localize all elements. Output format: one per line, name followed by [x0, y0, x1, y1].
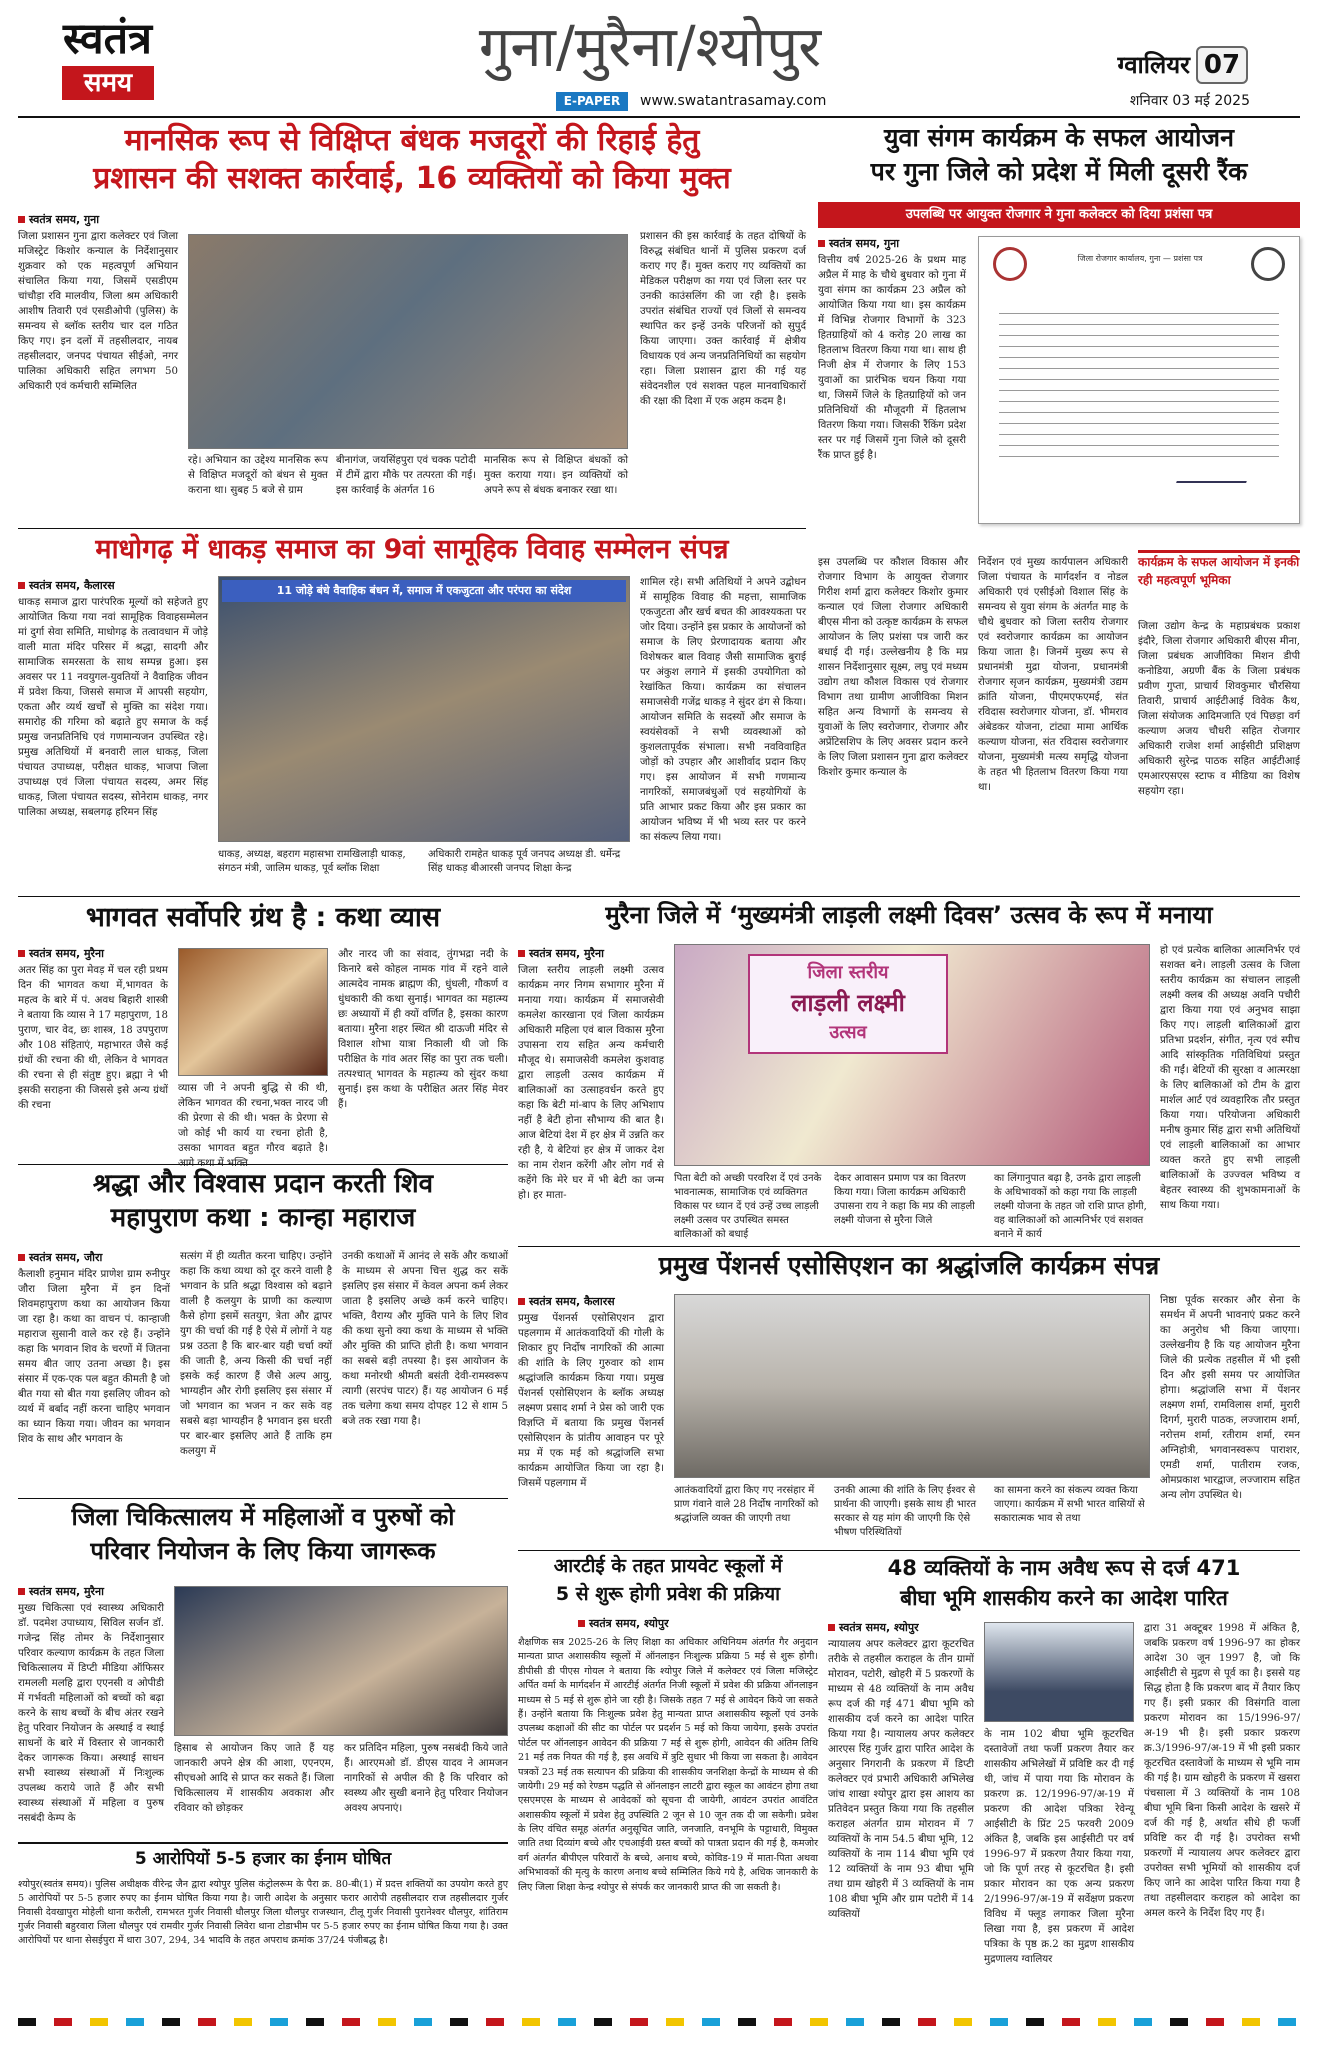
- headline: माधोगढ़ में धाकड़ समाज का 9वां सामूहिक विवाह सम्मेलन संपन्न: [95, 534, 729, 565]
- website-url[interactable]: www.swatantrasamay.com: [640, 93, 827, 109]
- article-column: और नारद जी का संवाद, तुंगभद्रा नदी के किनारे बसे कोहल नामक गांव में रहने वाले आत्मदेव नामक ब्राह्मण की, धुंधली, गौकर्ण व धुंधकारी की कथा सुनाई। भागवत का महात्म्य छः अध्यायों में ही क्यों वर्णित है, इसका कारण बताया। मुरैना शहर स्थित श्री दाऊजी मंदिर से विशाल शोभा यात्रा निकाली थी जो कि परीक्षित के गांव अतर सिंह का पुरा तक चली। तत्पश्चात् भागवत के महात्म्य को सुंदर कथा सुनाई। इस कथा के परीक्षित अतर सिंह मेवर हैं।: [338, 949, 508, 1110]
- byline: स्वतंत्र समय, मुरैना: [18, 1584, 218, 1599]
- article-column: कर प्रतिदिन महिला, पुरुष नसबंदी किये जाते हैं। आरएमओ डॉ. डीएस यादव ने आमजन नागरिकों से अपील की है कि परिवार को स्वस्थ्य और सुखी बनाने हेतु परिवार नियोजन अवश्य अपनाएं।: [344, 1743, 508, 1814]
- article-column: मुख्य चिकित्सा एवं स्वास्थ्य अधिकारी डॉ. पदमेश उपाध्याय, सिविल सर्जन डॉ. गजेन्द्र सिंह तोमर के निर्देशानुसार परिवार कल्याण कार्यक्रम के तहत जिला चिकित्सालय में डिप्टी मीडिया ऑफिसर रामलली मलहि द्वारा एएनसी व ओपीडी में गर्भवती महिलाओं को बच्चों को बढ़ा करने के साथ बच्चों के बीच अंतर रखने हेतु परिवार नियोजन के अस्थाई व स्थाई साधनों के बारे में विस्तार से जानकारी देकर जागरूक किया। अस्थाई साधन सभी स्वास्थ्य संस्थाओं में निःशुल्क उपलब्ध कराये जाते हैं और सभी स्वास्थ्य संस्थाओं में महिला व पुरुष नसबंदी केम्प के: [18, 1603, 164, 1824]
- box-title: 5 आरोपियों 5-5 हजार का ईनाम घोषित: [134, 1849, 392, 1869]
- headline: 48 व्यक्तियों के नाम अवैध रूप से दर्ज 471: [887, 1556, 1241, 1580]
- tribute-gathering-photo: [674, 1294, 1150, 1478]
- photo-banner: 11 जोड़े बंधे वैवाहिक बंधन में, समाज में एकजुटता और परंपरा का संदेश: [222, 580, 626, 602]
- article-column: निर्देशन एवं मुख्य कार्यपालन अधिकारी जिला पंचायत के मार्गदर्शन व नोडल अधिकारी एवं एसीईओ विशाल सिंह के समन्वय से युवा संगम के अंतर्गत माह के चौथे बुधवार को जिला स्तरीय रोजगार एवं स्वरोजगार कार्यक्रम का आयोजन किया जाता है। जिनमें मुख्य रूप से प्रधानमंत्री मुद्रा योजना, प्रधानमंत्री रोजगार सृजन कार्यक्रम, मुख्यमंत्री उद्यम क्रांति योजना, पीएमएफएमई, संत रविदास स्वरोजगार योजना, डॉ. भीमराव अंबेडकर योजना, टांट्या मामा आर्थिक कल्याण योजना, संत रविदास स्वरोजगार योजना, मुख्यमंत्री मत्स्य समृद्धि योजना के तहत भी हितलाभ वितरण किया गया था।: [978, 557, 1128, 793]
- byline: स्वतंत्र समय, मुरैना: [18, 946, 218, 961]
- story-yuva-sangam: [818, 124, 1300, 544]
- headline: मुरैना जिले में ‘मुख्यमंत्री लाड़ली लक्ष्मी दिवस’ उत्सव के रूप में मनाया: [605, 901, 1213, 929]
- byline: स्वतंत्र समय, मुरैना: [518, 946, 718, 961]
- article-column: इस उपलब्धि पर कौशल विकास और रोजगार विभाग के आयुक्त रोजगार गिरीश शर्मा द्वारा कलेक्टर किशोर कुमार कन्याल एवं जिला रोजगार अधिकारी बीएस मीना को उत्कृष्ट कार्यक्रम के सफल आयोजन के लिए प्रशंसा पत्र जारी कर बधाई दी गई। उल्लेखनीय है कि मप्र शासन निर्देशानुसार सूक्ष्म, लघु एवं मध्यम उद्योग तथा कौशल विकास एवं रोजगार विभाग तथा ग्रामीण आजीविका मिशन सहित अन्य विभागों के समन्वय से युवाओं के लिए स्वरोजगार, रोजगार और अप्रेंटिसशिप के लिए अवसर प्रदान करने के लिए जिला प्रशासन गुना द्वारा कलेक्टर किशोर कुमार कन्याल के: [818, 557, 968, 778]
- letter-body-lines: [999, 307, 1279, 457]
- headline-line2: परिवार नियोजन के लिए किया जागरूक: [90, 1537, 436, 1565]
- article-column: हो एवं प्रत्येक बालिका आत्मनिर्भर एवं सशक्त बने। लाड़ली उत्सव के जिला स्तरीय कार्यक्रम का संचालन लाड़ली लक्ष्मी क्लब की अध्यक्ष अवनि पचौरी द्वारा किया गया एवं अनुभव साझा किए गए। लाड़ली बालिकाओं द्वारा प्रतिभा प्रदर्शन, संगीत, नृत्य एवं स्पीच आदि सांस्कृतिक गतिविधियां प्रस्तुत की गईं। बेटियों की सुरक्षा व आत्मरक्षा के लिए बालिकाओं को टीम के द्वारा मार्शल आर्ट एवं व्यवहारिक तौर प्रस्तुत किया गया। परियोजना अधिकारी मनीष कुमार सिंह द्वारा सभी अतिथियों एवं लाड़ली बालिकाओं का आभार व्यक्त करते हुए सभी लाड़ली बालिकाओं के उज्ज्वल भविष्य व बेहतर स्वास्थ्य की शुभकामनाओं के साथ किया गया।: [1160, 945, 1300, 1211]
- article-column: अतर सिंह का पुरा मेवड़ में चल रही प्रथम दिन की भागवत कथा में,भागवत के महत्व के बारे में पं. अवध बिहारी शास्त्री ने बताया कि व्यास ने 17 महापुराण, 18 पुराण, चार वेद, छः शास्त्र, 18 उपपुराण और 108 संहिताएं, महाभारत जैसे कई ग्रंथों की रचना की थी, लेकिन वे भागवत की रचना से ही संतुष्ट हुए। ब्रह्मा ने भी इसकी सराहना की जिससे इसे अन्य ग्रंथों की रचना: [18, 965, 168, 1111]
- article-column: उनकी कथाओं में आनंद ले सकें और कथाओं के माध्यम से अपना चित्त शुद्ध कर सकें इसलिए इस संसार में केवल अपना कर्म लेकर जाता है इसलिए अच्छे कर्म करने चाहिए। भक्ति, वैराग्य और मुक्ति पाने के लिए शिव की कथा सुनो क्या कथा के माध्यम से भक्ति और मुक्ति की प्राप्ति होती है। कथा भगवान का सबसे बड़ी तपस्या है। इस आयोजन के कथा मनोरथी श्रीमती बसंती देवी-रामस्वरूप त्यागी (सरपंच पाटर) हैं। यह आयोजन 6 मई तक चलेगा कथा समय दोपहर 12 से शाम 5 बजे तक रखा गया है।: [342, 1251, 508, 1427]
- city-label: ग्वालियर: [1117, 51, 1190, 79]
- byline: स्वतंत्र समय, श्योपुर: [578, 1616, 818, 1631]
- photo-caption: अधिकारी रामहेत धाकड़ पूर्व जनपद अध्यक्ष डी. धर्मेन्द्र सिंह धाकड़ बीआरसी जनपद शिक्षा केन्द्र: [428, 849, 621, 874]
- byline: स्वतंत्र समय, जौरा: [18, 1250, 218, 1265]
- article-column: धाकड़ समाज द्वारा पारंपरिक मूल्यों को सहेजते हुए आयोजित किया गया नवां सामूहिक विवाहसम्मेलन मां दुर्गा सेवा समिति, माधोगढ़ के तत्वावधान में जोड़े वाली माता मंदिर परिसर में श्रद्धा, सादगी और सामाजिक समरसता के साथ सम्पन्न हुआ। इस अवसर पर 11 नवयुगल-युवतियों ने वैवाहिक जीवन में प्रवेश किया, जिससे समाज में आपसी सहयोग, एकता और व्यर्थ खर्चों से मुक्ति का संदेश गया। समारोह की गरिमा को बढ़ाते हुए समाज के कई प्रमुख जनप्रतिनिधि एवं गणमान्यजन उपस्थित रहे। प्रमुख अतिथियों में बनवारी लाल धाकड़, जिला पंचायत उपाध्यक्ष, परीक्षत धाकड़, भाजपा जिला उपाध्यक्ष एवं जिला पंचायत सदस्य, अमर सिंह धाकड़, जिला पंचायत सदस्य, सोनेराम धाकड़, नगर पालिका अध्यक्ष, सबलगढ़ हरिमन सिंह: [18, 597, 208, 818]
- masthead-divider: [18, 116, 1300, 118]
- section-divider: [18, 528, 806, 529]
- article-column: शैक्षणिक सत्र 2025-26 के लिए शिक्षा का अधिकार अधिनियम अंतर्गत गैर अनुदान मान्यता प्राप्त अशासकीय स्कूलों में ऑनलाइन निःशुल्क प्रक्रिया 5 मई से शुरू होगी। डीपीसी डी पीएस गोयल ने बताया कि श्योपुर जिले में कलेक्टर एवं जिला मजिस्ट्रेट अर्पित वर्मा के मार्गदर्शन में आरटीई अंतर्गत निजी स्कूलों में प्रवेश की प्रक्रिया ऑनलाइन माध्यम से 5 मई से शुरू होने जा रही है। जिसके तहत 7 मई से आवेदन किये जा सकते हैं। उन्होंने बताया कि निःशुल्क प्रवेश हेतु मान्यता प्राप्त अशासकीय स्कूलों एवं उनके उपलब्ध कक्षाओं की सीट का पोर्टल पर प्रदर्शन 5 मई को किया जायेगा, इसके उपरांत पोर्टल पर ऑनलाइन आवेदन की प्रक्रिया 7 मई से शुरू होगी, आवेदन की अंतिम तिथि 21 मई तक नियत की गई है, इस अवधि में त्रुटि सुधार भी किया जा सकता है। आवेदन पत्रकों 23 मई तक सत्यापन की प्रक्रिया की शासकीय जनशिक्षा केन्द्रों के माध्यम से की जायेगी। 29 मई को रेण्डम पद्धति से ऑनलाइन लाटरी द्वारा स्कूल का आवंटन होगा तथा एसएमएस के माध्यम से आवेदकों को सूचना दी जायेगी, आवंटन उपरांत आवंटित अशासकीय स्कूलों में प्रवेश हेतु उपस्थिति 2 जून से 10 जून तक दी जा सकेगी। प्रवेश के लिए वंचित समूह अंतर्गत अनुसूचित जाति, जनजाति, वनभूमि के पट्टाधारी, विमुक्त जाति तथा दिव्यांग बच्चे और एचआईवी ग्रस्त बच्चों को पात्रता प्रदान की गई है, कमजोर वर्ग अंतर्गत बीपीएल परिवारों के बच्चे, अनाथ बच्चे, कोविड-19 में माता-पिता अथवा अभिभावकों की मृत्यु के कारण अनाथ बच्चे सम्मिलित किये गये है, अधिक जानकारी के लिए जिला शिक्षा केन्द्र श्योपुर से संपर्क कर जानकारी प्राप्त की जा सकती है।: [518, 1637, 819, 1893]
- story-bhagwat-katha: [18, 902, 508, 1164]
- headline: श्रद्धा और विश्वास प्रदान करती शिव: [92, 1169, 434, 1199]
- section-divider: [518, 1550, 1300, 1551]
- photo-caption: धाकड़, अध्यक्ष, बहराग महासभा रामखिलाड़ी धाकड़, संगठन मंत्री, जालिम धाकड़, पूर्व ब्लॉक शिक्षा: [218, 849, 406, 874]
- banner-line2: लाड़ली लक्ष्मी: [791, 989, 905, 1017]
- story-land-order: [828, 1556, 1300, 1996]
- section-divider: [18, 1164, 508, 1165]
- headline-line2: बीघा भूमि शासकीय करने का आदेश पारित: [900, 1586, 1228, 1610]
- headline: प्रमुख पेंशनर्स एसोसिएशन का श्रद्धांजलि कार्यक्रम संपन्न: [658, 1251, 1160, 1280]
- byline: स्वतंत्र समय, गुना: [18, 212, 218, 227]
- signature-mark: [1176, 467, 1252, 483]
- headline: जिला चिकित्सालय में महिलाओं व पुरुषों को: [71, 1503, 455, 1531]
- story-family-planning: [18, 1504, 508, 1838]
- headline: युवा संगम कार्यक्रम के सफल आयोजन: [884, 123, 1234, 152]
- appreciation-letter: [978, 236, 1300, 524]
- story-bonded-labour: [18, 124, 806, 524]
- article-column: प्रमुख पेंशनर्स एसोसिएशन द्वारा पहलगाम में आतंकवादियों की गोली के शिकार हुए निर्दोष नागरिकों की आत्मा की शांति के लिए गुरुवार को शाम श्रद्धांजलि कार्यक्रम किया गया। प्रमुख पेंशनर्स एसोसिएशन के ब्लॉक अध्यक्ष लक्ष्मण प्रसाद शर्मा ने प्रेस को जारी एक विज्ञप्ति में बताया कि प्रमुख पेंशनर्स एसोसिएशन के प्रांतीय आवाहन पर पूरे मप्र में एक मई को श्रद्धांजलि सभा कार्यक्रम आयोजित किया जा रहा है। जिसमें पहलगाम में: [518, 1313, 664, 1489]
- logo-line2: समय: [62, 66, 154, 100]
- article-column: जिला स्तरीय लाड़ली लक्ष्मी उत्सव कार्यक्रम नगर निगम सभागार मुरैना में मनाया गया। कार्यक्रम में समाजसेवी कमलेश कारखाना एवं जिला कार्यक्रम अधिकारी महिला एवं बाल विकास मुरैना उपासना राय सहित अन्य कर्मचारी मौजूद थे। समाजसेवी कमलेश कुशवाह द्वारा लाड़ली उत्सव कार्यक्रम में बालिकाओं का उत्साहवर्धन करते हुए कहा कि बेटी मां-बाप के लिए अभिशाप नहीं है बेटी होना सौभाग्य की बात है। आज बेटियां देश में हर क्षेत्र में उन्नति कर रही है, ये बेटियां हर क्षेत्र में जाकर देश का नाम रोशन करेंगी और लोग गर्व से कहेंगे कि मेरे घर में भी बेटी का जन्म हो। हर माता-: [518, 965, 664, 1201]
- headline-line2: महापुराण कथा : कान्हा महाराज: [110, 1203, 416, 1233]
- photo-caption: पिता बेटी को अच्छी परवरिश दें एवं उनके भावनात्मक, सामाजिक एवं व्यक्तिगत विकास पर ध्यान दें एवं उन्हें उच्च लाड़ली लक्ष्मी उत्सव पर उपस्थित समस्त बालिकाओं को बधाई: [674, 1173, 822, 1240]
- article-column: सत्संग में ही व्यतीत करना चाहिए। उन्होंने कहा कि कथा व्यथा को दूर करने वाली है भगवान के प्रति श्रद्धा विश्वास को बढ़ाने वाली है कलयुग के प्राणी का कल्याण कैसे होगा इसमें सतयुग, त्रेता और द्वापर युग की चर्चा की गई है ऐसे में लोगों ने यह प्रश्न उठता है कि बार-बार यही चर्चा क्यों की जाती है, अन्य किसी की चर्चा नहीं इसके कई कारण हैं जैसे अल्प आयु, भाग्यहीन और रोगी इसलिए इस संसार में जो भगवान का भजन न कर सके वह सबसे बड़ा भाग्यहीन है भगवान इस धरती पर बार-बार इसलिए आते हैं ताकि हम कलयुग में: [180, 1251, 332, 1457]
- issue-date: शनिवार 03 मई 2025: [1129, 93, 1250, 109]
- print-color-strip: [18, 2018, 1300, 2026]
- reward-announcement-box: [18, 1842, 508, 1994]
- section-divider: [18, 896, 1300, 897]
- article-column: हिसाब से आयोजन किए जाते हैं यह जानकारी अपने क्षेत्र की आशा, एएनएम, सीएचओ आदि से प्राप्त कर सकते हैं। जिला चिकित्सालय में शासकीय अवकाश और रविवार को छोड़कर: [174, 1743, 334, 1814]
- article-column: व्यास जी ने अपनी बुद्धि से की थी, लेकिन भागवत की रचना,भक्त नारद जी की प्रेरणा से की थी। भक्त के प्रेरणा से जो कोई भी कार्य या रचना होती है, उसका भागवत बहुत गौरव बढ़ाते है।: [178, 1083, 328, 1154]
- headline-line2: 5 से शुरू होगी प्रवेश की प्रक्रिया: [555, 1583, 781, 1605]
- mass-wedding-photo: [218, 576, 630, 842]
- article-column: प्रशासन की इस कार्रवाई के तहत दोषियों के विरुद्ध संबंधित थानों में पुलिस प्रकरण दर्ज कराए गए हैं। मुक्त कराए गए व्यक्तियों का मेडिकल परीक्षण का गया एवं जिला स्तर पर उनकी काउंसलिंग की जा रही है। इसके उपरांत संबंधित राज्यों एवं जिलों से समन्वय स्थापित कर इन्हें उनके परिजनों को सुपुर्द किया जाएगा। उक्त कार्रवाई में क्षेत्रीय विधायक एवं अन्य जनप्रतिनिधियों का सहयोग रहा। जिला प्रशासन द्वारा की गई यह संवेदनशील एवं सशक्त पहल मानवाधिकारों की रक्षा की दिशा में एक अहम कदम है।: [640, 231, 806, 407]
- letter-heading: जिला रोजगार कार्यालय, गुना — प्रशंसा पत्र: [1077, 254, 1203, 263]
- district-hospital-photo: [174, 1586, 508, 1736]
- edition-title: गुना/मुरैना/श्योपुर: [478, 15, 822, 80]
- headline-line2: पर गुना जिले को प्रदेश में मिली दूसरी रैंक: [870, 157, 1248, 186]
- emblem-icon: [1251, 247, 1285, 281]
- photo-caption: का लिंगानुपात बढ़ा है, उनके द्वारा लाड़ली के अधिभावकों को कहा गया कि लाड़ली लक्ष्मी योजना के तहत जो राशि प्राप्त होगी, वह बालिकाओं को आत्मनिर्भर एवं सशक्त बनाने में कार्य: [994, 1173, 1147, 1240]
- epaper-badge: E-PAPER: [556, 92, 628, 111]
- article-column: मानसिक रूप से विक्षिप्त बंधकों को मुक्त कराया गया। इन व्यक्तियों को अपने रूप से बंधक बनाकर रखा था।: [484, 455, 628, 496]
- headline: आरटीई के तहत प्रायवेट स्कूलों में: [553, 1555, 783, 1577]
- byline: स्वतंत्र समय, कैलारस: [518, 1294, 718, 1309]
- article-column: न्यायालय अपर कलेक्टर द्वारा कूटरचित तरीके से तहसील कराहल के तीन ग्रामों मोरावन, पटोरी, खोहरी में 5 प्रकरणों के माध्यम से 48 व्यक्तियों के नाम अवैध रूप दर्ज की गई 471 बीघा भूमि को शासकीय दर्ज करने का आदेश पारित किया गया है। न्यायालय अपर कलेक्टर आरएस रिंह गुर्जर द्वारा पारित आदेश के अनुसार निगरानी के प्रकरण में डिप्टी कलेक्टर एवं प्रभारी अधिकारी अभिलेख जांच शाखा श्योपुर द्वारा इस आशय का प्रतिवेदन प्रस्तुत किया गया कि तहसील कराहल अंतर्गत ग्राम मोरावन में 7 व्यक्तियों के नाम 54.5 बीघा भूमि, 12 व्यक्तियों के नाम 114 बीघा भूमि एवं 12 व्यक्तियों के नाम 93 बीघा भूमि तथा ग्राम खोहरी में 3 व्यक्तियों के नाम 108 बीघा भूमि और ग्राम पटोरी में 14 व्यक्तियों: [828, 1639, 974, 1920]
- rescued-labourers-photo: [188, 234, 628, 449]
- section-divider: [18, 1498, 508, 1499]
- banner-line1: जिला स्तरीय: [807, 962, 889, 983]
- story-pensioners-tribute: [518, 1252, 1300, 1552]
- masthead: [0, 0, 1318, 118]
- photo-caption: देकर आवासन प्रमाण पत्र का वितरण किया गया। जिला कार्यक्रम अधिकारी उपासना राय ने कहा कि मप्र की लाड़ली लक्ष्मी योजना से मुरैना जिले: [834, 1173, 975, 1226]
- sidebar-box-title: कार्यक्रम के सफल आयोजन में इनकी रही महत्वपूर्ण भूमिका: [1138, 550, 1300, 614]
- headline: मानसिक रूप से विक्षिप्त बंधक मजदूरों की रिहाई हेतु: [124, 123, 700, 158]
- story-dhakad-wedding: [18, 534, 806, 904]
- byline: स्वतंत्र समय, गुना: [818, 236, 1018, 251]
- headline-line2: प्रशासन की सशक्त कार्रवाई, 16 व्यक्तियों को किया मुक्त: [93, 161, 731, 196]
- story-shiv-mahapuran: [18, 1170, 508, 1496]
- newspaper-logo: [40, 16, 175, 108]
- story-ladli-laxmi: [518, 902, 1300, 1240]
- event-banner: [748, 954, 948, 1054]
- photo-caption: का सामना करने का संकल्प व्यक्त किया जाएगा। कार्यक्रम में सभी भारत वासियों से सकारात्मक भाव से तथा: [994, 1485, 1145, 1524]
- officer-portrait-photo: [984, 1622, 1134, 1722]
- katha-vyas-photo: [178, 948, 328, 1076]
- article-column: के नाम 102 बीघा भूमि कूटरचित दस्तावेजों तथा फर्जी प्रकरण तैयार कर शासकीय अभिलेखों में प्रविष्टि कर दी गई थी, जांच में पाया गया कि मोरावन के प्रकरण क्र. 12/1996-97/अ-19 में प्रकरण की आदेश पत्रिका रेवेन्यू आईसीटी के प्रिंट 25 फरवरी 2009 अंकित है, जबकि इस आईसीटी पर वर्ष 1996-97 में प्रकरण तैयार किया गया, जो कि पूर्ण तरह से कूटरचित है। इसी प्रकार मोरावन का एक अन्य प्रकरण 2/1996-97/अ-19 में सर्वेक्षण प्रकरण विविध में फ्लूड लगाकर जिला मुरैना लिखा गया है, इस प्रकरण में आदेश पत्रिका के पृष्ठ क्र.2 का मुद्रण शासकीय मुद्रणालय ग्वालियर: [984, 1729, 1134, 1965]
- banner-line3: उत्सव: [829, 1022, 867, 1043]
- article-column: द्वारा 31 अक्टूबर 1998 में अंकित है, जबकि प्रकरण वर्ष 1996-97 का होकर आदेश 30 जून 1997 है, जो कि आईसीटी से मुद्रण से पूर्व का है। इससे यह सिद्ध होता है कि प्रकरण बाद में तैयार किए गए हैं। इसी प्रकार की विसंगति वाला प्रकरण मोरावन का 15/1996-97/अ-19 भी है। इसी प्रकार प्रकरण क्र.3/1996-97/अ-19 में भी इसी प्रकार कूटरचित दस्तावेजों के माध्यम से भूमि नाम की गई है। ग्राम खोहरी के प्रकरण में खसरा पंचसाला में 3 व्यक्तियों के नाम 108 बीघा भूमि बिना किसी आदेश के खसरे में दर्ज की गई है, अर्थात सीधे ही फर्जी प्रविष्टि कर दी गई है। उपरोक्त सभी प्रकरणों में न्यायालय अपर कलेक्टर द्वारा उपरोक्त सभी भूमियों को शासकीय दर्ज किए जाने का आदेश पारित किया गया है तथा तहसीलदार कराहल को आदेश का अमल करने के निर्देश दिए गए हैं।: [1144, 1623, 1300, 1919]
- byline: स्वतंत्र समय, कैलारस: [18, 578, 218, 593]
- article-column: जिला प्रशासन गुना द्वारा कलेक्टर एवं जिला मजिस्ट्रेट किशोर कन्याल के निर्देशानुसार शुक्रवार को एक महत्वपूर्ण अभियान संचालित किया गया, जिसमें एसडीएम चांचौड़ा रवि मालवीय, जिला श्रम अधिकारी आशीष तिवारी एवं एसडीओपी (पुलिस) के समन्वय से ब्लॉक स्तरीय चार दल गठित किए गए। इन दलों में तहसीलदार, नायब तहसीलदार, जनपद पंचायत सीईओ, नगर पालिका अधिकारी सहित लगभग 50 अधिकारी एवं कर्मचारी सम्मिलित: [18, 231, 178, 392]
- story-rte-admission: [518, 1556, 818, 1996]
- article-column: बीनागंज, जयसिंहपुरा एवं चक्क पटोदी में टीमें द्वारा मौके पर तत्परता की गई। इस कार्रवाई के अंतर्गत 16: [336, 455, 476, 496]
- article-column: वित्तीय वर्ष 2025-26 के प्रथम माह अप्रैल में माह के चौथे बुधवार को गुना में युवा संगम का कार्यक्रम 23 अप्रैल को आयोजित किया गया था। इस कार्यक्रम में विभिन्न रोजगार विभागों के 323 हितग्राहियों को 4 करोड़ 20 लाख का हितलाभ वितरण किया गया था। साथ ही निजी क्षेत्र में रोजगार के लिए 153 युवाओं का प्रारंभिक चयन किया गया था, जिसमें जिले के हितग्राहियों को जन प्रतिनिधियों की मौजूदगी में हितलाभ वितरण किया गया। जिसकी रैंकिंग प्रदेश स्तर पर गई जिसमें गुना जिले को दूसरी रैंक प्राप्त हुई है।: [818, 255, 966, 461]
- article-column: कैलाशी हनुमान मंदिर प्राणेश ग्राम रुनीपुर जौरा जिला मुरैना में इन दिनों शिवमहापुराण कथा का आयोजन किया जा रहा है। कथा का वाचन पं. कान्हाजी महाराज सुसानी वाले कर रहे हैं। उन्होंने कहा कि भगवान शिव के चरणों में जितना समय बीत जाए उतना अच्छा है। इस संसार में एक-एक पल बहुत कीमती है जो बीत गया सो बीत गया इसलिए जीवन को व्यर्थ में बर्बाद नहीं करना चाहिए भगवान का ध्यान किया गया। जीवन का भगवान शिव के साथ और भगवान के: [18, 1269, 170, 1445]
- section-divider: [518, 1246, 1300, 1247]
- article-column: जिला उद्योग केन्द्र के महाप्रबंधक प्रकाश इंदौरे, जिला रोजगार अधिकारी बीएस मीना, जिला प्रबंधक आजीविका मिशन डीपी कनोडिया, अग्रणी बैंक के जिला प्रबंधक प्रवीण गुप्ता, प्राचार्य शिवकुमार चौरसिया तिवारी, प्राचार्य आईटीआई विवेक कैथ, जिला संयोजक आदिमजाति एवं पिछड़ा वर्ग कल्याण अजय चौधरी सहित रोजगार अधिकारी राजेश शर्मा आईसीटी प्रशिक्षण अधिकारी सुरेन्द्र पाठक सहित आईटीआई एमआरएसएस स्टाफ व मीडिया का विशेष सहयोग रहा।: [1138, 621, 1300, 797]
- page-number: 07: [1196, 46, 1248, 84]
- subheadline: उपलब्धि पर आयुक्त रोजगार ने गुना कलेक्टर को दिया प्रशंसा पत्र: [818, 202, 1300, 228]
- article-column: निष्ठा पूर्वक सरकार और सेना के समर्थन में अपनी भावनाएं प्रकट करने का अनुरोध भी किया जाएगा। उल्लेखनीय है कि यह आयोजन मुरैना जिले की प्रत्येक तहसील में भी इसी दिन और इसी समय पर आयोजित होगा। श्रद्धांजलि सभा में पेंशनर लक्ष्मण शर्मा, रामविलास शर्मा, मुरारी दिगर्ग, मुरारी पाठक, लज्जाराम शर्मा, नरोत्तम शर्मा, रतीराम शर्मा, रमन अग्निहोत्री, भगवानस्वरूप पाराशर, एमडी शर्मा, पातीराम रजक, ओमप्रकाश भारद्वाज, लज्जाराम सहित अन्य लोग उपस्थित थे।: [1160, 1295, 1300, 1501]
- article-column: शामिल रहे। सभी अतिथियों ने अपने उद्बोधन में सामूहिक विवाह की महत्ता, सामाजिक एकजुटता और खर्च बचत की आवश्यकता पर जोर दिया। उन्होंने इस प्रकार के आयोजनों को समाज के लिए प्रेरणादायक बताया और विशेषकर बाल विवाह जैसी सामाजिक बुराई पर अंकुश लगाने में इसकी उपयोगिता को रेखांकित किया। कार्यक्रम का संचालन समाजसेवी गजेंद्र धाकड़ ने सुंदर ढंग से किया। आयोजन समिति के सदस्यों और समाज के स्वयंसेवकों ने सभी व्यवस्थाओं को कुशलतापूर्वक संभाला। सभी नवविवाहित जोड़ों को उपहार और आशीर्वाद प्रदान किए गए। इस आयोजन में सभी गणमान्य नागरिकों, समाजबंधुओं एवं सहयोगियों के प्रति आभार प्रकट किया और इस प्रकार का आयोजन भविष्य में भी भव्य स्तर पर करने का संकल्प लिया गया।: [640, 577, 806, 843]
- box-text: श्योपुर(स्वतंत्र समय)। पुलिस अधीक्षक वीरेन्द्र जैन द्वारा श्योपुर पुलिस कंट्रोलरूम के पैरा क्र. 80-बी(1) में प्रदत्त शक्तियों का उपयोग करते हुए 5 आरोपियों पर 5-5 हजार रुपए का ईनाम घोषित किया गया है। जारी आदेश के अनुसार फरार आरोपी तहसीलदार राज तहसीलदार गुर्जर निवासी देवखापुरा मोहेली थाना करौली, रामभरत गुर्जर निवासी धौलपुर जिला धौलपुर राजस्थान, टीलू गुर्जर निवासी पुरानेश्वर धौलपुर, शांतिराम गुर्जर निवासी बहुरवारा जिला धौलपुर एवं रामवीर गुर्जर निवासी लिवेरा थाना टोडाभीम पर 5-5 हजार रुपए का ईनाम घोषित किया गया है। उक्त आरोपियों पर थाना सेसईपुरा में धारा 307, 294, 34 भादवि के तहत अपराध क्रमांक 37/24 पंजीबद्ध है।: [18, 1879, 508, 1946]
- article-column: रहे। अभियान का उद्देश्य मानसिक रूप से विक्षिप्त मजदूरों को बंधन से मुक्त कराना था। सुबह 5 बजे से ग्राम: [188, 455, 328, 496]
- headline: भागवत सर्वोपरि ग्रंथ है : कथा व्यास: [85, 902, 441, 933]
- photo-caption: उनकी आत्मा की शांति के लिए ईश्वर से प्रार्थना की जाएगी। इसके साथ ही भारत सरकार से यह मांग की जाएगी कि ऐसे भीषण परिस्थितियों: [834, 1485, 977, 1538]
- govt-seal-icon: [993, 247, 1027, 281]
- byline: स्वतंत्र समय, श्योपुर: [828, 1620, 1028, 1635]
- photo-caption: आतंकवादियों द्वारा किए गए नरसंहार में प्राण गंवाने वाले 28 निर्दोष नागरिकों को श्रद्धांजलि व्यक्त की जाएगी तथा: [674, 1485, 819, 1524]
- logo-line1: स्वतंत्र: [63, 14, 152, 64]
